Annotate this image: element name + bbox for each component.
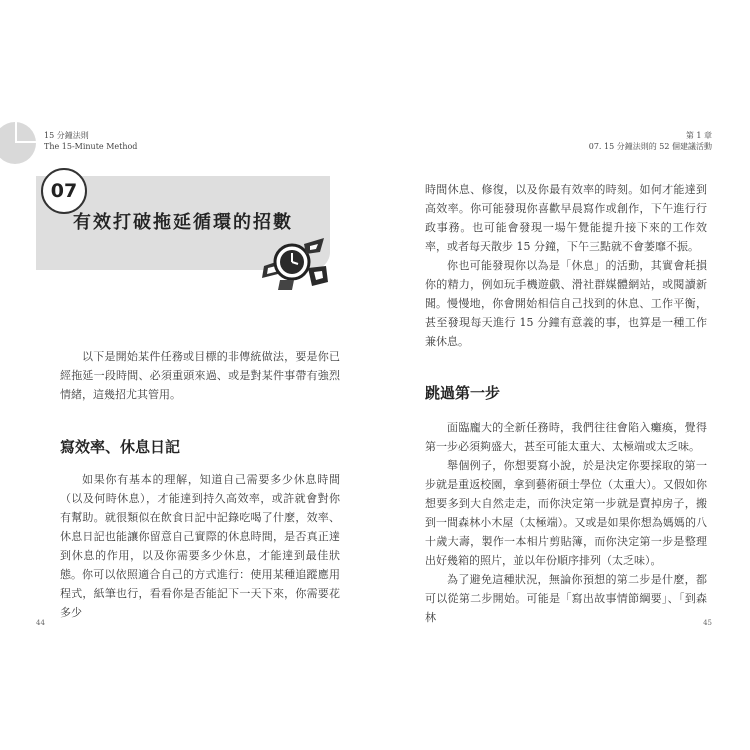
body-paragraph: 面臨龐大的全新任務時，我們往往會陷入癱瘓，覺得第一步必須夠盛大，甚至可能太重大、太極端或太乏味。 <box>425 421 707 453</box>
page-number-right: 45 <box>703 619 712 627</box>
body-paragraph: 你可以依照適合自己的方式進行：使用某種追蹤應用程式，紙筆也行，看看你是否能記下一天下來，你需要花多少 <box>60 568 340 619</box>
page-number-left: 44 <box>36 619 45 627</box>
body-paragraph: 舉個例子，你想要寫小說，於是決定你要採取的第一步就是重返校園，拿到藝術碩士學位（太重大）。又假如你想要多到大自然走走，而你決定第一步就是賣掉房子，搬到一間森林小木屋（太極端）。又或是如果你想為媽媽的八十歲大壽，製作一本相片剪貼簿，而你決定第一步是整理出好幾箱的照片，並以年份順序排列（太乏味）。 <box>425 459 707 567</box>
body-paragraph: 你也可能發現你以為是「休息」的活動，其實會耗損你的精力，例如玩手機遊戲、滑社群媒體網站，或閱讀新聞。 <box>425 259 707 310</box>
clock-header-icon <box>0 122 36 164</box>
body-paragraph: 慢慢地，你會開始相信自己找到的休息、工作平衡，甚至發現每天進行 15 分鐘有意義的事，也算是一種工作兼休息。 <box>425 297 707 348</box>
section-heading-skip: 跳過第一步 <box>425 384 501 402</box>
section-heading-diary: 寫效率、休息日記 <box>60 438 181 456</box>
running-header-right <box>589 130 712 152</box>
chapter-number: 07 <box>41 168 87 214</box>
intro-paragraph: 以下是開始某件任務或目標的非傳統做法，要是你已經拖延一段時間、必須重頭來過、或是對某件事帶有強烈情緒，這幾招尤其管用。 <box>60 350 340 401</box>
book-title-zh: 15 分鐘法則 <box>44 131 89 140</box>
book-title-en: The 15-Minute Method <box>44 142 138 151</box>
chapter-title: 有效打破拖延循環的招數 <box>73 212 293 233</box>
right-page <box>375 0 750 750</box>
running-header-left <box>44 130 137 152</box>
section-label: 07. 15 分鐘法則的 52 個建議活動 <box>588 142 712 151</box>
body-paragraph: 如果你有基本的理解，知道自己需要多少休息時間（以及何時休息），才能達到持久高效率，或許就會對你有幫助。就很類似在飲食日記中記錄吃喝了什麼，效率、休息日記也能讓你留意自己實際的休息時間，是否真正達到休息的作用，以及你需要多少休息，才能達到最佳狀態。 <box>60 473 340 581</box>
body-paragraph: 為了避免這種狀況，無論你預想的第二步是什麼，都可以從第二步開始。可能是「寫出故事情節綱要」、「到森林 <box>425 573 707 624</box>
body-paragraph: 時間休息、修復，以及你最有效率的時刻。如何才能達到高效率。你可能發現你喜歡早晨寫作或創作，下午進行行政事務。也可能會發現一場午覺能提升接下來的工作效率，或者每天散步 15 分鐘，下午三點就不會萎靡不振。 <box>425 183 707 253</box>
chapter-label: 第 1 章 <box>685 131 712 140</box>
broken-clock-icon <box>258 232 332 292</box>
